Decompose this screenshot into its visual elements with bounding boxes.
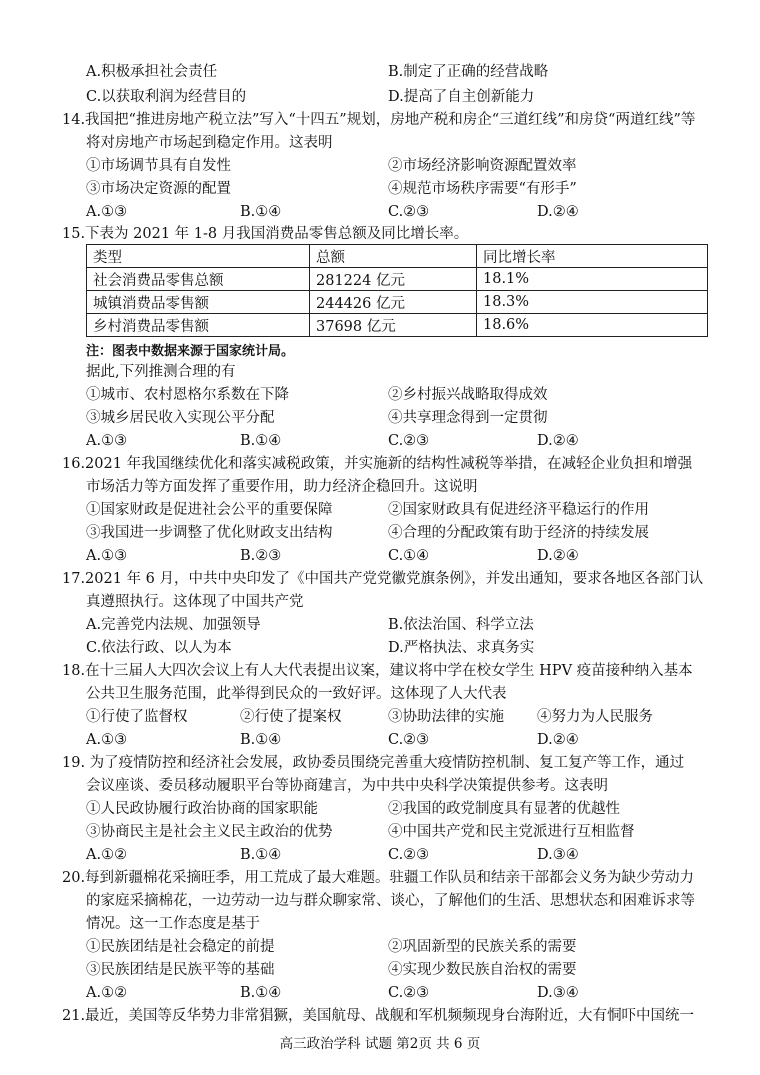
q19-statement-2: ②我国的政党制度具有显著的优越性 bbox=[388, 801, 620, 817]
q17-option-d: D.严格执法、求真务实 bbox=[388, 640, 535, 656]
q19-option-d: D.③④ bbox=[537, 847, 579, 863]
page-footer: 高三政治学科 试题 第2页 共 6 页 bbox=[279, 1036, 481, 1052]
q14-option-c: C.②③ bbox=[388, 204, 430, 220]
q15-stem-line2: 据此,下列推测合理的有 bbox=[86, 364, 236, 380]
q20-statement-1: ①民族团结是社会稳定的前提 bbox=[86, 939, 275, 955]
q20-statement-4: ④实现少数民族自治权的需要 bbox=[388, 962, 577, 978]
q14-stem-line1: 14.我国把“推进房地产税立法”写入“十四五”规划，房地产税和房企“三道红线”和房贷“两道红线”等 bbox=[62, 112, 696, 128]
q19-statement-1: ①人民政协履行政治协商的国家职能 bbox=[86, 801, 318, 817]
table-cell: 244426 亿元 bbox=[310, 291, 477, 314]
q15-statement-4: ④共享理念得到一定贯彻 bbox=[388, 410, 548, 426]
prev-option-a: A.积极承担社会责任 bbox=[86, 64, 218, 80]
q16-statement-4: ④合理的分配政策有助于经济的持续发展 bbox=[388, 525, 649, 541]
q16-statement-1: ①国家财政是促进社会公平的重要保障 bbox=[86, 502, 333, 518]
table-cell: 281224 亿元 bbox=[310, 268, 477, 291]
table-cell: 37698 亿元 bbox=[310, 314, 477, 337]
q15-data-table bbox=[86, 244, 708, 337]
table-cell: 18.1% bbox=[477, 268, 708, 291]
q18-statement-1: ①行使了监督权 bbox=[86, 709, 188, 725]
q19-option-c: C.②③ bbox=[388, 847, 430, 863]
q14-option-a: A.①③ bbox=[86, 204, 128, 220]
table-cell: 社会消费品零售总额 bbox=[87, 268, 310, 291]
q20-stem-line2: 的家庭采摘棉花，一边劳动一边与群众聊家常、谈心，了解他们的生活、思想状态和困难诉求等 bbox=[86, 893, 695, 909]
table-cell: 乡村消费品零售额 bbox=[87, 314, 310, 337]
q15-option-a: A.①③ bbox=[86, 433, 128, 449]
q20-statement-3: ③民族团结是民族平等的基础 bbox=[86, 962, 275, 978]
q19-statement-3: ③协商民主是社会主义民主政治的优势 bbox=[86, 824, 333, 840]
q18-stem-line1: 18.在十三届人大四次会议上有人大代表提出议案，建议将中学在校女学生 HPV 疫苗接种纳入基本 bbox=[62, 663, 693, 679]
table-row bbox=[87, 268, 708, 291]
table-header-cell: 同比增长率 bbox=[477, 245, 708, 268]
q14-stem-line2: 将对房地产市场起到稳定作用。这表明 bbox=[86, 135, 333, 151]
q19-stem-line1: 19. 为了疫情防控和经济社会发展，政协委员围绕完善重大疫情防控机制、复工复产等工作，通过 bbox=[62, 755, 685, 771]
q16-statement-3: ③我国进一步调整了优化财政支出结构 bbox=[86, 525, 333, 541]
q20-option-c: C.②③ bbox=[388, 985, 430, 1001]
q17-stem-line1: 17.2021 年 6 月，中共中央印发了《中国共产党党徽党旗条例》，并发出通知，要求各地区各部门认 bbox=[62, 571, 704, 587]
q18-statement-3: ③协助法律的实施 bbox=[388, 709, 504, 725]
q19-stem-line2: 会议座谈、委员移动履职平台等协商建言，为中共中央科学决策提供参考。这表明 bbox=[86, 778, 608, 794]
q19-statement-4: ④中国共产党和民主党派进行互相监督 bbox=[388, 824, 635, 840]
prev-option-b: B.制定了正确的经营战略 bbox=[388, 64, 549, 80]
q18-stem-line2: 公共卫生服务范围，此举得到民众的一致好评。这体现了人大代表 bbox=[86, 686, 507, 702]
table-cell: 城镇消费品零售额 bbox=[87, 291, 310, 314]
q15-option-b: B.①④ bbox=[240, 433, 282, 449]
q15-option-c: C.②③ bbox=[388, 433, 430, 449]
q16-option-c: C.①④ bbox=[388, 548, 430, 564]
q20-option-d: D.③④ bbox=[537, 985, 579, 1001]
q17-option-b: B.依法治国、科学立法 bbox=[388, 617, 534, 633]
q18-statement-2: ②行使了提案权 bbox=[240, 709, 342, 725]
table-cell: 18.3% bbox=[477, 291, 708, 314]
q18-option-c: C.②③ bbox=[388, 732, 430, 748]
q20-stem-line1: 20.每到新疆棉花采摘旺季，用工荒成了最大难题。驻疆工作队员和结亲干部都会义务为缺少劳动力 bbox=[62, 870, 695, 886]
prev-option-d: D.提高了自主创新能力 bbox=[388, 89, 535, 105]
table-header-cell: 类型 bbox=[87, 245, 310, 268]
q16-stem-line2: 市场活力等方面发挥了重要作用，助力经济企稳回升。这说明 bbox=[86, 479, 478, 495]
q16-option-d: D.②④ bbox=[537, 548, 579, 564]
q15-statement-1: ①城市、农村恩格尔系数在下降 bbox=[86, 387, 289, 403]
q18-statement-4: ④努力为人民服务 bbox=[537, 709, 653, 725]
q16-statement-2: ②国家财政具有促进经济平稳运行的作用 bbox=[388, 502, 649, 518]
prev-option-c: C.以获取利润为经营目的 bbox=[86, 89, 247, 105]
q18-option-a: A.①③ bbox=[86, 732, 128, 748]
q14-statement-3: ③市场决定资源的配置 bbox=[86, 181, 231, 197]
q15-statement-3: ③城乡居民收入实现公平分配 bbox=[86, 410, 275, 426]
q20-option-a: A.①② bbox=[86, 985, 128, 1001]
q15-stem-line1: 15.下表为 2021 年 1-8 月我国消费品零售总额及同比增长率。 bbox=[62, 226, 469, 242]
table-header-row bbox=[87, 245, 708, 268]
q19-option-a: A.①② bbox=[86, 847, 128, 863]
q14-statement-2: ②市场经济影响资源配置效率 bbox=[388, 158, 577, 174]
table-header-cell: 总额 bbox=[310, 245, 477, 268]
q14-statement-4: ④规范市场秩序需要“有形手” bbox=[388, 181, 577, 197]
q18-option-b: B.①④ bbox=[240, 732, 282, 748]
q14-option-d: D.②④ bbox=[537, 204, 579, 220]
q17-option-c: C.依法行政、以人为本 bbox=[86, 640, 232, 656]
q16-option-a: A.①③ bbox=[86, 548, 128, 564]
q17-stem-line2: 真遵照执行。这体现了中国共产党 bbox=[86, 594, 304, 610]
q20-stem-line3: 情况。这一工作态度是基于 bbox=[86, 916, 260, 932]
q15-table-note: 注：图表中数据来源于国家统计局。 bbox=[86, 344, 295, 359]
q16-option-b: B.②③ bbox=[240, 548, 282, 564]
q21-stem-line1: 21.最近，美国等反华势力非常猖獗，美国航母、战舰和军机频频现身台海附近，大有恫吓中国统一 bbox=[62, 1008, 695, 1024]
q18-option-d: D.②④ bbox=[537, 732, 579, 748]
q16-stem-line1: 16.2021 年我国继续优化和落实减税政策，并实施新的结构性减税等举措，在减轻企业负担和增强 bbox=[62, 456, 693, 472]
table-row bbox=[87, 291, 708, 314]
q14-option-b: B.①④ bbox=[240, 204, 282, 220]
q17-option-a: A.完善党内法规、加强领导 bbox=[86, 617, 261, 633]
q19-option-b: B.①④ bbox=[240, 847, 282, 863]
q15-option-d: D.②④ bbox=[537, 433, 579, 449]
q14-statement-1: ①市场调节具有自发性 bbox=[86, 158, 231, 174]
q20-option-b: B.①④ bbox=[240, 985, 282, 1001]
table-row bbox=[87, 314, 708, 337]
table-cell: 18.6% bbox=[477, 314, 708, 337]
q20-statement-2: ②巩固新型的民族关系的需要 bbox=[388, 939, 577, 955]
q15-statement-2: ②乡村振兴战略取得成效 bbox=[388, 387, 548, 403]
